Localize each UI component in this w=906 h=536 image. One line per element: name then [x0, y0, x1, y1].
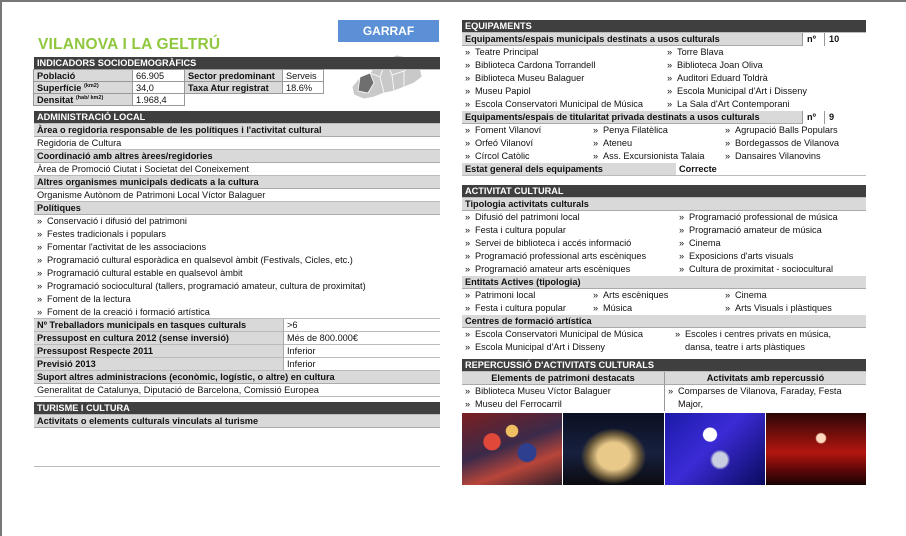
privat-list [462, 124, 866, 163]
list-item: » Bordegassos de Vilanova [722, 137, 866, 150]
list-item: » Foment de la lectura [34, 293, 440, 306]
entitats-list [462, 289, 866, 315]
area-value: Regidoria de Cultura [34, 137, 440, 150]
left-bottom-rule [34, 466, 440, 467]
kv-value: Inferior [284, 358, 440, 371]
list-item: » Festa i cultura popular [462, 302, 590, 315]
turisme-header: TURISME I CULTURA [34, 402, 440, 415]
org-label: Altres organismes municipals dedicats a la cultura [34, 176, 440, 189]
list-item: » Escola Municipal d'Art i Disseny [462, 341, 672, 354]
list-item: » Biblioteca Cardona Torrandell [462, 59, 664, 72]
photo-strip [462, 413, 866, 485]
municipal-label: Equipaments/espais municipals destinats a usos culturals [465, 34, 720, 44]
list-item: » Arts escèniques [590, 289, 722, 302]
right-column [462, 20, 866, 485]
suport-value: Generalitat de Catalunya, Diputació de Barcelona, Comissió Europea [34, 384, 440, 397]
rep-col2-line2: Major, [678, 399, 704, 409]
theatre-hall-photo [766, 413, 866, 485]
poblacio-value: 66.905 [132, 69, 185, 82]
socio-indicators-table [34, 70, 324, 106]
repercussio-table [462, 372, 866, 411]
list-item: » Programació sociocultural (tallers, programació amateur, cultura de proximitat) [34, 280, 440, 293]
socio-header: INDICADORS SOCIODEMOGRÀFICS [34, 57, 440, 70]
region-badge: GARRAF [338, 20, 439, 42]
kv-label: Nº Treballadors municipals en tasques culturals [34, 319, 284, 332]
list-item: » Biblioteca Museu Balaguer [462, 72, 664, 85]
list-item: » Cinema [722, 289, 866, 302]
list-item: » Festes tradicionals i populars [34, 228, 440, 241]
org-value: Organisme Autònom de Patrimoni Local Víctor Balaguer [34, 189, 440, 202]
municipal-label-row [462, 33, 866, 46]
list-item: » Programació cultural esporàdica en qualsevol àmbit (Festivals, Cicles, etc.) [34, 254, 440, 267]
list-item: » Biblioteca Museu Víctor Balaguer [462, 385, 664, 398]
rep-col1 [462, 385, 664, 411]
superficie-unit: (km2) [83, 82, 99, 89]
densitat-unit: (hab/ km2) [75, 94, 104, 101]
poblacio-label: Població [33, 69, 133, 82]
list-item: » Programació cultural estable en qualsevol àmbit [34, 267, 440, 280]
superficie-value: 34,0 [132, 81, 185, 94]
tipologia-list [462, 211, 866, 276]
list-item: » Difusió del patrimoni local [462, 211, 676, 224]
list-item: » Orfeó Vilanoví [462, 137, 590, 150]
list-item: » Biblioteca Joan Oliva [664, 59, 866, 72]
list-item: » Exposicions d'arts visuals [676, 250, 866, 263]
kv-label: Pressupost Respecte 2011 [34, 345, 284, 358]
list-item: » Agrupació Balls Populars [722, 124, 866, 137]
estat-row [462, 163, 866, 176]
list-item: » Museu Papiol [462, 85, 664, 98]
list-item: » Conservació i difusió del patrimoni [34, 215, 440, 228]
kv-value: >6 [284, 319, 440, 332]
politiques-label: Polítiques [34, 202, 440, 215]
municipality-title: VILANOVA I LA GELTRÚ [38, 36, 221, 53]
municipal-list [462, 46, 866, 111]
atur-value: 18.6% [282, 81, 324, 94]
politiques-list [34, 215, 440, 319]
repercussio-header: REPERCUSSIÓ D'ACTIVITATS CULTURALS [462, 359, 866, 372]
kv-value: Més de 800.000€ [284, 332, 440, 345]
municipal-num: 10 [824, 33, 866, 46]
list-item: » Cinema [676, 237, 866, 250]
list-item: » Cultura de proximitat - sociocultural [676, 263, 866, 276]
list-item: » Penya Filatèlica [590, 124, 722, 137]
turisme-sub: Activitats o elements culturals vinculats al turisme [34, 415, 440, 428]
list-item: » Patrimoni local [462, 289, 590, 302]
activitat-header: ACTIVITAT CULTURAL [462, 185, 866, 198]
list-item: » Ateneu [590, 137, 722, 150]
list-item: » Auditori Eduard Toldrà [664, 72, 866, 85]
list-item: » Dansaires Vilanovins [722, 150, 866, 163]
kv-value: Inferior [284, 345, 440, 358]
centres-list [462, 328, 866, 354]
list-item: » Ass. Excursionista Talaia [590, 150, 722, 163]
estat-value: Correcte [676, 163, 866, 176]
list-item: » Foment Vilanoví [462, 124, 590, 137]
festival-crowd-photo [462, 413, 562, 485]
kv-label: Previsió 2013 [34, 358, 284, 371]
privat-label: Equipaments/espais de titularitat privada destinats a usos culturals [465, 112, 760, 122]
list-item: » Escoles i centres privats en música, [672, 328, 866, 341]
densitat-label-cell [33, 93, 133, 106]
sector-label: Sector predominant [184, 69, 283, 82]
list-item: » Servei de biblioteca i accés informació [462, 237, 676, 250]
list-item: » La Sala d'Art Contemporani [664, 98, 866, 111]
entitats-label: Entitats Actives (tipologia) [462, 276, 866, 289]
list-item: » Programació professional de música [676, 211, 866, 224]
atur-label: Taxa Atur registrat [184, 81, 283, 94]
left-column [34, 57, 440, 467]
rep-col2 [664, 385, 866, 411]
kv-label: Pressupost en cultura 2012 (sense inversió) [34, 332, 284, 345]
coord-value: Àrea de Promoció Ciutat i Societat del Coneixement [34, 163, 440, 176]
concert-photo [665, 413, 765, 485]
equip-header: EQUIPAMENTS [462, 20, 866, 33]
superficie-label: Superfície [37, 83, 82, 93]
list-item: » Programació amateur arts escèniques [462, 263, 676, 276]
list-item: » Escola Conservatori Municipal de Música [462, 328, 672, 341]
privat-num: 9 [824, 111, 866, 124]
rep-col2-label: Activitats amb repercussió [664, 372, 866, 385]
list-item: » Fomentar l'activitat de les associacions [34, 241, 440, 254]
suport-label: Suport altres administracions (econòmic, logístic, o altre) en cultura [34, 371, 440, 384]
list-item: » Escola Municipal d'Art i Disseny [664, 85, 866, 98]
densitat-label: Densitat [37, 95, 74, 105]
list-item: » Círcol Catòlic [462, 150, 590, 163]
estat-label: Estat general dels equipaments [462, 163, 676, 176]
coord-label: Coordinació amb altres àrees/regidories [34, 150, 440, 163]
list-item: » Arts Visuals i plàstiques [722, 302, 866, 315]
list-item: » Escola Conservatori Municipal de Música [462, 98, 664, 111]
list-item: » Torre Blava [664, 46, 866, 59]
list-item: » Programació amateur de música [676, 224, 866, 237]
sector-value: Serveis [282, 69, 324, 82]
centres-right-line2: dansa, teatre i arts plàstiques [685, 342, 806, 352]
municipal-num-label: nº [802, 33, 824, 46]
admin-kv-table [34, 319, 440, 371]
area-label: Àrea o regidoria responsable de les polítiques i l'activitat cultural [34, 124, 440, 137]
list-item: » Comparses de Vilanova, Faraday, Festa [665, 385, 866, 398]
admin-header: ADMINISTRACIÓ LOCAL [34, 111, 440, 124]
list-item: » Teatre Principal [462, 46, 664, 59]
centres-label: Centres de formació artística [462, 315, 866, 328]
list-item: » Programació professional arts escèniques [462, 250, 676, 263]
privat-num-label: nº [802, 111, 824, 124]
list-item: » Festa i cultura popular [462, 224, 676, 237]
list-item: » Museu del Ferrocarril [462, 398, 664, 411]
rep-col1-label: Elements de patrimoni destacats [462, 372, 664, 385]
densitat-value: 1.968,4 [132, 93, 185, 106]
privat-label-row [462, 111, 866, 124]
library-museum-photo [563, 413, 663, 485]
tipologia-label: Tipologia activitats culturals [462, 198, 866, 211]
list-item: » Foment de la creació i formació artística [34, 306, 440, 319]
list-item: » Música [590, 302, 722, 315]
